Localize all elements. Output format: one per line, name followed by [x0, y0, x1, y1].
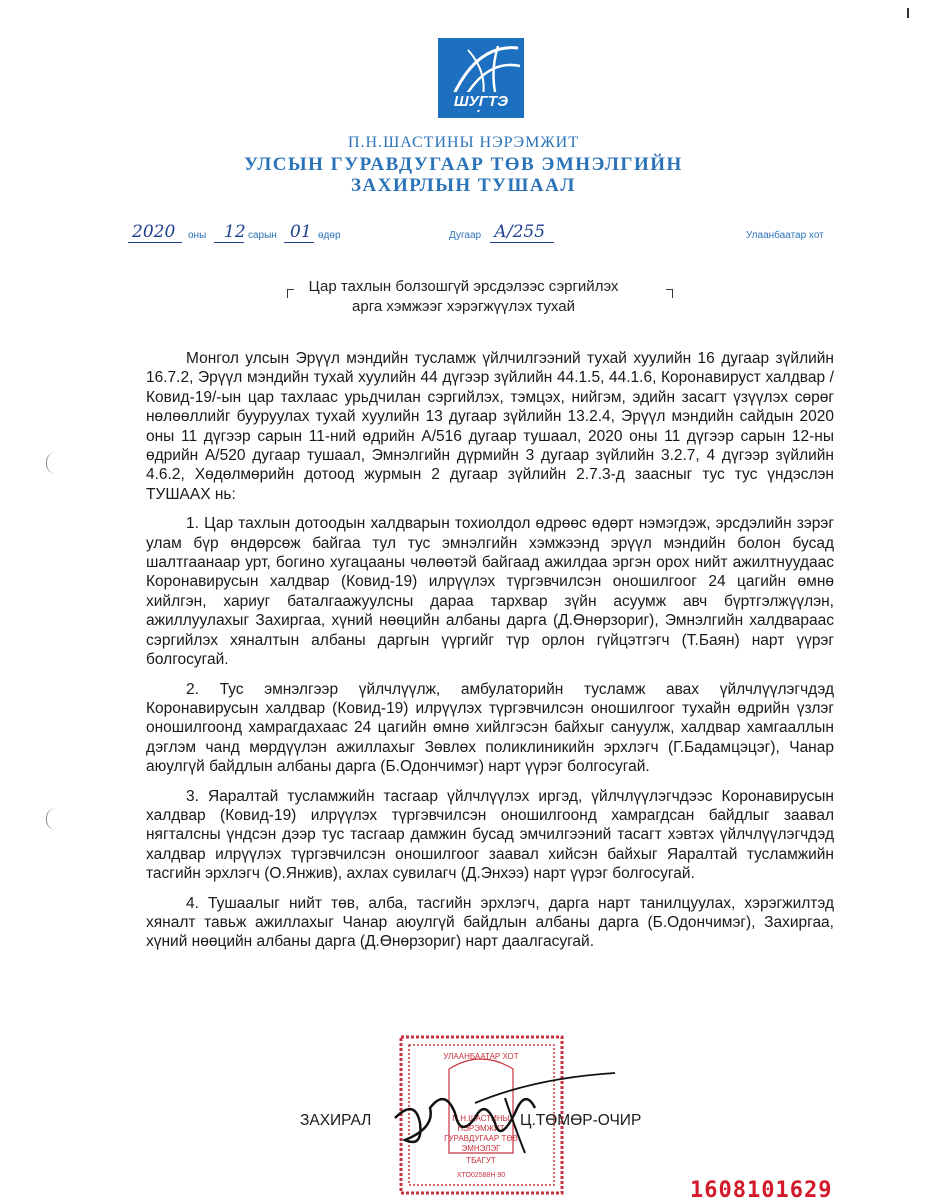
year-label: оны: [188, 230, 207, 241]
day-label: өдөр: [318, 230, 341, 241]
subject-line1: Цар тахлын болзошгүй эрсдэлээс сэргийлэх: [308, 278, 619, 295]
hospital-logo: [438, 38, 524, 118]
header-line1: П.Н.ШАСТИНЫ НЭРЭМЖИТ: [348, 134, 579, 151]
stamp-top-text: УЛААНБААТАР ХОТ: [443, 1052, 519, 1061]
binder-hole-mark: [46, 452, 57, 474]
order-number: А/255: [494, 222, 546, 242]
stamp-line5: ТБАГУТ: [466, 1156, 496, 1165]
director-name: Ц.ТӨМӨР-ОЧИР: [520, 1112, 642, 1129]
stamp-line3: ГУРАВДУГААР ТӨВ: [444, 1134, 518, 1143]
header-title: ЗАХИРЛЫН ТУШААЛ: [351, 175, 576, 196]
subject: [0, 277, 927, 317]
date-day: 01: [290, 222, 312, 242]
corner-mark: [907, 8, 909, 18]
binder-hole-mark: [46, 808, 57, 830]
subject-line2: арга хэмжээг хэрэгжүүлэх тухай: [352, 298, 575, 315]
date-line: [0, 222, 927, 248]
order-item-4: 4. Тушаалыг нийт төв, алба, тасгийн эрхлэгч, дарга нарт танилцуулах, хэрэгжилтэд хяналт тавьж ажиллахыг Чанар аюулгүй байдлын албаны дарга (Б.Одончимэг), Захиргаа, хүний нөөцийн албаны дарга (Д.Өнөрзориг) нарт даалгасугай.: [146, 894, 834, 951]
order-item-3: 3. Яаралтай тусламжийн тасгаар үйлчлүүлэх иргэд, үйлчлүүлэгчдээс Коронавирусын халдвар (Ковид-19) илрүүлэх түргэвчилсэн оношилгоонд хамрагдсан байдлыг заавал нягталсны үндсэн дээр тус тасгаар дамжин бусад эмчилгээний тасагт хэвтэх үйлчлүүлэгчдэд халдвар илрүүлэх түргэвчилсэн оношилгоог заавал хийсэн байхыг Яаралтай тусламжийн тасгийн эрхлэгч (О.Янжив), ахлах сувилагч (Д.Энхээ) нарт үүрэг болгосугай.: [146, 787, 834, 883]
city-label: Улаанбаатар хот: [746, 230, 824, 241]
date-year: 2020: [132, 222, 176, 242]
number-label: Дугаар: [449, 230, 482, 241]
date-month: 12: [224, 222, 246, 242]
stamp-line1: П.Н.ШАСТИНЫ: [452, 1114, 510, 1123]
order-item-1: 1. Цар тахлын дотоодын халдварын тохиолдол өдрөөс өдөрт нэмэгдэж, эрсдэлийн зэрэг улам бүр өндөрсөж байгаа тул тус эмнэлгийн хэмжээнд эрүүл мэндийн болон бусад шалтгаанаар урт, богино хугацааны чөлөөтэй байгаад ажилдаа эргэн орох нийт ажилтнуудаас Коронавирусын халдвар (Ковид-19) илрүүлэх түргэвчилсэн оношилгоог 24 цагийн өмнө хийлгэн, хариуг баталгаажуулсны дараа тархвар зүйн асуумж авч бүртгэлжүүлэн, ажиллуулахыг Захиргаа, хүний нөөцийн албаны дарга (Д.Өнөрзориг), Эмнэлгийн халдвараас сэргийлэх хяналтын албаны даргын үүргийг түр орлон гүйцэтгэгч (Т.Баян) нарт үүрэг болгосугай.: [146, 515, 834, 669]
order-body: [146, 349, 834, 952]
header-line2: УЛСЫН ГУРАВДУГААР ТӨВ ЭМНЭЛГИЙН: [244, 154, 683, 175]
logo-text: ШУГТЭ: [453, 93, 509, 110]
serial-number: 1608101629: [690, 1178, 833, 1203]
stamp-line2: НЭРЭМЖИТ: [457, 1124, 505, 1133]
preamble: Монгол улсын Эрүүл мэндийн тусламж үйлчилгээний тухай хуулийн 16 дугаар зүйлийн 16.7.2, Эрүүл мэндийн тухай хуулийн 44 дүгээр зүйлийн 44.1.5, 44.1.6, Коронавируст халдвар /Ковид-19/-ын цар тахлаас урьдчилан сэргийлэх, тэмцэх, нийгэм, эдийн засагт үзүүлэх сөрөг нөлөөллийг бууруулах тухай хуулийн 13 дугаар зүйлийн 13.2.4, Эрүүл мэндийн сайдын 2020 оны 11 дүгээр сарын 11-ний өдрийн А/516 дугаар тушаал, 2020 оны 11 дүгээр сарын 12-ны өдрийн А/520 дугаар тушаал, Эмнэлгийн дүрмийн 3 дугаар зүйлийн 3.2.7, 4 дүгээр зүйлийн 4.6.2, Хөдөлмөрийн дотоод журмын 2 дугаар зүйлийн 2.7.3-д заасныг тус тус үндэслэн ТУШААХ нь:: [146, 350, 834, 503]
order-item-2: 2. Тус эмнэлгээр үйлчлүүлж, амбулаторийн тусламж авах үйлчлүүлэгчдэд Коронавирусын халдвар (Ковид-19) илрүүлэх түргэвчилсэн оношилгоог тухайн өдрийн үзлэг оношилгоонд хамрагдахаас 24 цагийн өмнө хийлгэсэн байхыг сануулж, халдвар хамгааллын дэглэм чанд мөрдүүлэн ажиллахыг Зөвлөх поликлиникийн эрхлэгч (Г.Бадамцэцэг), Чанар аюулгүй байдлын албаны дарга (Б.Одончимэг) нарт үүрэг болгосугай.: [146, 680, 834, 776]
stamp-line4: ЭМНЭЛЭГ: [461, 1144, 501, 1153]
stamp-reg: ХТО02588Н 90: [456, 1172, 506, 1179]
month-label: сарын: [248, 230, 277, 241]
director-title: ЗАХИРАЛ: [300, 1112, 372, 1129]
handwritten-signature: [375, 1068, 625, 1158]
